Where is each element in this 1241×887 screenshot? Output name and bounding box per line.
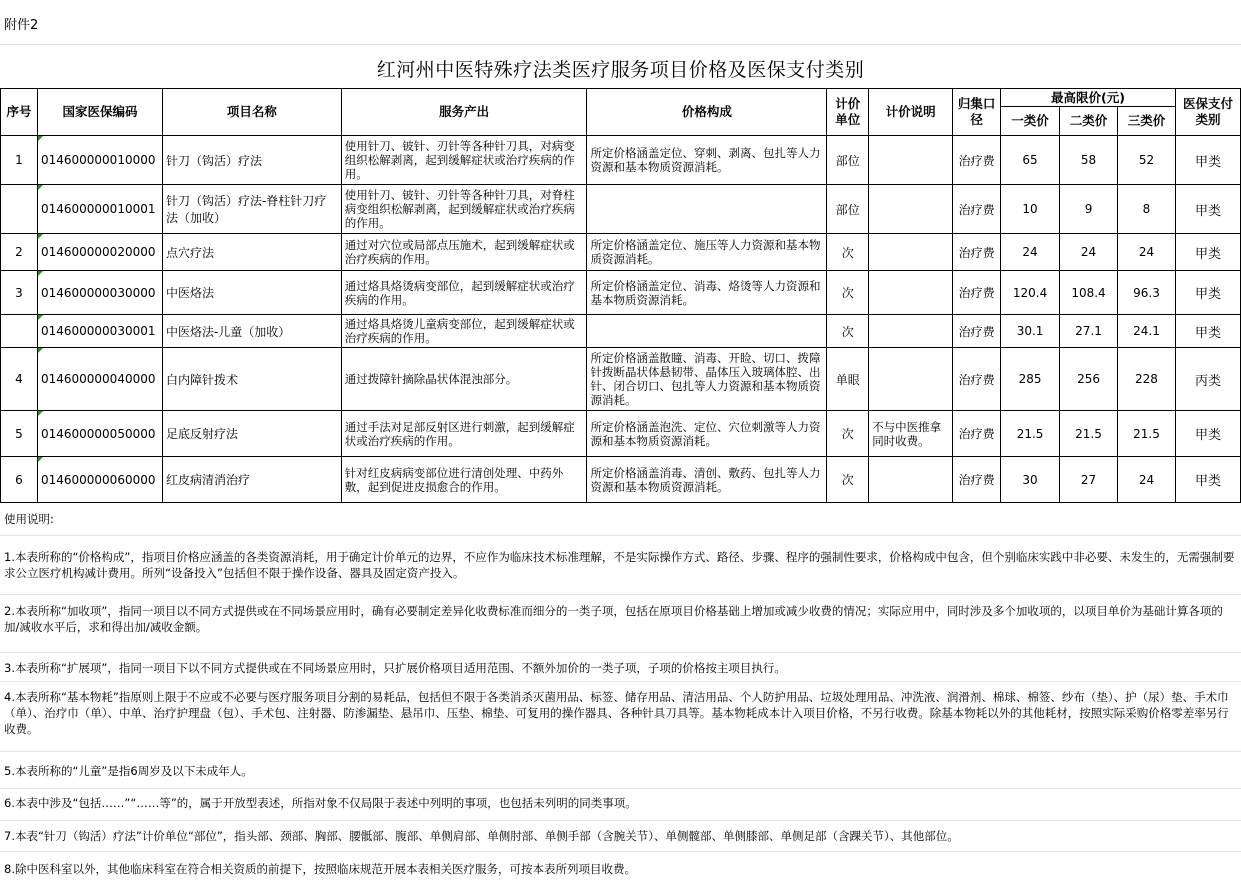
row-code: 014600000060000 [37, 457, 162, 503]
row-name: 足底反射疗法 [162, 411, 341, 457]
row-price-1: 21.5 [1001, 411, 1060, 457]
table-row [1, 315, 1241, 348]
row-composition: 所定价格涵盖泡洗、定位、穴位刺激等人力资源和基本物质资源消耗。 [587, 411, 827, 457]
row-unit: 单眼 [827, 348, 869, 411]
row-pricing-note [869, 315, 953, 348]
header-code: 国家医保编码 [37, 89, 162, 136]
row-name: 红皮病清消治疗 [162, 457, 341, 503]
row-pricing-note [869, 457, 953, 503]
note-item: 2.本表所称“加收项”，指同一项目以不同方式提供或在不同场景应用时，确有必要制定差异化收费标准而细分的一类子项，包括在原项目价格基础上增加或减少收费的情况；实际应用中，同时涉及多个加收项的，以项目单价为基础计算各项的加/减收水平后，求和得出加/减收金额。 [4, 604, 1223, 634]
row-price-1: 30 [1001, 457, 1060, 503]
row-price-2: 21.5 [1060, 411, 1118, 457]
row-name: 中医烙法-儿童（加收） [162, 315, 341, 348]
divider [0, 751, 1241, 752]
row-name: 针刀（钩活）疗法 [162, 136, 341, 185]
note-item: 4.本表所称“基本物耗”指原则上限于不应或不必要与医疗服务项目分割的易耗品，包括但不限于各类消杀灭菌用品、标签、储存用品、清洁用品、个人防护用品、垃圾处理用品、冲洗液、润滑剂、棉球、棉签、纱布（垫）、护（尿）垫、手术巾（单）、治疗巾（单）、中单、治疗护理盘（包）、手术包、注射器、防渗漏垫、悬吊巾、压垫、棉垫、可复用的操作器具、各种针具刀具等。基本物耗成本计入项目价格，不另行收费。除基本物耗以外的其他耗材，按照实际采购价格零差率另行收费。 [4, 690, 1229, 736]
row-insurance: 甲类 [1175, 271, 1240, 315]
header-insurance: 医保支付类别 [1175, 89, 1240, 136]
row-output: 使用针刀、铍针、刃针等各种针刀具，对病变组织松解剥离，起到缓解症状或治疗疾病的作用。 [341, 136, 587, 185]
row-code: 014600000020000 [37, 234, 162, 271]
row-composition: 所定价格涵盖定位、施压等人力资源和基本物质资源消耗。 [587, 234, 827, 271]
row-composition: 所定价格涵盖定位、穿刺、剥离、包扎等人力资源和基本物质资源消耗。 [587, 136, 827, 185]
row-pricing-note: 不与中医推拿同时收费。 [869, 411, 953, 457]
row-code: 014600000050000 [37, 411, 162, 457]
header-name: 项目名称 [162, 89, 341, 136]
row-unit: 次 [827, 271, 869, 315]
row-price-1: 285 [1001, 348, 1060, 411]
row-price-3: 8 [1118, 185, 1176, 234]
row-unit: 次 [827, 234, 869, 271]
row-unit: 部位 [827, 136, 869, 185]
row-code: 014600000010000 [37, 136, 162, 185]
row-price-3: 96.3 [1118, 271, 1176, 315]
row-insurance: 丙类 [1175, 348, 1240, 411]
row-no: 3 [1, 271, 38, 315]
row-insurance: 甲类 [1175, 185, 1240, 234]
row-output: 通过手法对足部反射区进行刺激，起到缓解症状或治疗疾病的作用。 [341, 411, 587, 457]
row-insurance: 甲类 [1175, 136, 1240, 185]
row-no [1, 185, 38, 234]
row-code: 014600000040000 [37, 348, 162, 411]
price-table [0, 88, 1241, 503]
row-category: 治疗费 [953, 271, 1001, 315]
row-unit: 次 [827, 457, 869, 503]
row-category: 治疗费 [953, 136, 1001, 185]
row-composition [587, 315, 827, 348]
row-no: 6 [1, 457, 38, 503]
row-price-3: 52 [1118, 136, 1176, 185]
row-composition: 所定价格涵盖定位、消毒、烙烫等人力资源和基本物质资源消耗。 [587, 271, 827, 315]
row-insurance: 甲类 [1175, 411, 1240, 457]
row-price-3: 24 [1118, 457, 1176, 503]
divider [0, 681, 1241, 682]
row-price-1: 120.4 [1001, 271, 1060, 315]
row-price-2: 256 [1060, 348, 1118, 411]
table-row [1, 234, 1241, 271]
header-price-1: 一类价 [1001, 107, 1060, 136]
attachment-label: 附件2 [4, 18, 39, 33]
divider [0, 788, 1241, 789]
header-price-2: 二类价 [1060, 107, 1118, 136]
header-unit: 计价单位 [827, 89, 869, 136]
note-item: 8.除中医科室以外，其他临床科室在符合相关资质的前提下，按照临床规范开展本表相关医疗服务，可按本表所列项目收费。 [4, 862, 636, 876]
row-insurance: 甲类 [1175, 457, 1240, 503]
row-output: 通过烙具烙烫病变部位，起到缓解症状或治疗疾病的作用。 [341, 271, 587, 315]
note-item: 3.本表所称“扩展项”，指同一项目下以不同方式提供或在不同场景应用时，只扩展价格项目适用范围、不额外加价的一类子项，子项的价格按主项目执行。 [4, 661, 786, 675]
row-price-2: 24 [1060, 234, 1118, 271]
row-price-2: 58 [1060, 136, 1118, 185]
header-row-1 [1, 89, 1241, 107]
row-no: 5 [1, 411, 38, 457]
row-code: 014600000030001 [37, 315, 162, 348]
row-pricing-note [869, 234, 953, 271]
row-category: 治疗费 [953, 348, 1001, 411]
row-price-2: 108.4 [1060, 271, 1118, 315]
row-category: 治疗费 [953, 411, 1001, 457]
row-output: 通过对穴位或局部点压施术，起到缓解症状或治疗疾病的作用。 [341, 234, 587, 271]
row-category: 治疗费 [953, 234, 1001, 271]
notes-heading: 使用说明: [4, 512, 54, 526]
header-category: 归集口径 [953, 89, 1001, 136]
table-row [1, 271, 1241, 315]
note-item: 1.本表所称的“价格构成”，指项目价格应涵盖的各类资源消耗，用于确定计价单元的边界，不应作为临床技术标准理解，不是实际操作方式、路径、步骤、程序的强制性要求，价格构成中包含，但个别临床实践中非必要、未发生的，无需强制要求公立医疗机构减计费用。所列“设备投入”包括但不限于操作设备、器具及固定资产投入。 [4, 550, 1235, 580]
row-no: 2 [1, 234, 38, 271]
row-price-2: 27.1 [1060, 315, 1118, 348]
table-row [1, 185, 1241, 234]
header-no: 序号 [1, 89, 38, 136]
row-category: 治疗费 [953, 315, 1001, 348]
header-price-3: 三类价 [1118, 107, 1176, 136]
divider [0, 652, 1241, 653]
row-price-1: 30.1 [1001, 315, 1060, 348]
row-name: 中医烙法 [162, 271, 341, 315]
row-category: 治疗费 [953, 457, 1001, 503]
row-price-3: 21.5 [1118, 411, 1176, 457]
row-insurance: 甲类 [1175, 315, 1240, 348]
row-output: 使用针刀、铍针、刃针等各种针刀具，对脊柱病变组织松解剥离，起到缓解症状或治疗疾病的作用。 [341, 185, 587, 234]
table-row [1, 411, 1241, 457]
row-price-2: 27 [1060, 457, 1118, 503]
row-price-3: 24 [1118, 234, 1176, 271]
note-item: 5.本表所称的“儿童”是指6周岁及以下未成年人。 [4, 764, 253, 778]
row-price-3: 24.1 [1118, 315, 1176, 348]
row-code: 014600000030000 [37, 271, 162, 315]
row-price-2: 9 [1060, 185, 1118, 234]
row-insurance: 甲类 [1175, 234, 1240, 271]
row-price-1: 24 [1001, 234, 1060, 271]
row-unit: 次 [827, 411, 869, 457]
divider [0, 535, 1241, 536]
row-pricing-note [869, 185, 953, 234]
row-code: 014600000010001 [37, 185, 162, 234]
row-price-1: 10 [1001, 185, 1060, 234]
row-price-1: 65 [1001, 136, 1060, 185]
row-no [1, 315, 38, 348]
row-unit: 次 [827, 315, 869, 348]
row-no: 4 [1, 348, 38, 411]
note-item: 7.本表“针刀（钩活）疗法”计价单位“部位”，指头部、颈部、胸部、腰骶部、腹部、单侧肩部、单侧肘部、单侧手部（含腕关节）、单侧髋部、单侧膝部、单侧足部（含踝关节）、其他部位。 [4, 829, 959, 843]
row-composition [587, 185, 827, 234]
row-name: 点穴疗法 [162, 234, 341, 271]
page-title: 红河州中医特殊疗法类医疗服务项目价格及医保支付类别 [376, 59, 865, 81]
row-name: 针刀（钩活）疗法-脊柱针刀疗法（加收） [162, 185, 341, 234]
divider [0, 594, 1241, 595]
row-name: 白内障针拨术 [162, 348, 341, 411]
note-item: 6.本表中涉及“包括……”“……等”的，属于开放型表述，所指对象不仅局限于表述中列明的事项，也包括未列明的同类事项。 [4, 796, 637, 810]
header-output: 服务产出 [341, 89, 587, 136]
title-row [0, 44, 1241, 89]
table-row [1, 348, 1241, 411]
row-output: 通过烙具烙烫儿童病变部位，起到缓解症状或治疗疾病的作用。 [341, 315, 587, 348]
divider [0, 851, 1241, 852]
row-price-3: 228 [1118, 348, 1176, 411]
row-unit: 部位 [827, 185, 869, 234]
row-no: 1 [1, 136, 38, 185]
row-output: 通过拨障针摘除晶状体混浊部分。 [341, 348, 587, 411]
row-composition: 所定价格涵盖散瞳、消毒、开睑、切口、拨障针拨断晶状体悬韧带、晶体压入玻璃体腔、出针、闭合切口、包扎等人力资源和基本物质资源消耗。 [587, 348, 827, 411]
row-pricing-note [869, 348, 953, 411]
row-pricing-note [869, 136, 953, 185]
header-pricing-note: 计价说明 [869, 89, 953, 136]
row-composition: 所定价格涵盖消毒、清创、敷药、包扎等人力资源和基本物质资源消耗。 [587, 457, 827, 503]
table-row [1, 457, 1241, 503]
header-max-price: 最高限价(元) [1001, 89, 1176, 107]
divider [0, 820, 1241, 821]
row-output: 针对红皮病病变部位进行清创处理、中药外敷，起到促进皮损愈合的作用。 [341, 457, 587, 503]
row-pricing-note [869, 271, 953, 315]
table-row [1, 136, 1241, 185]
row-category: 治疗费 [953, 185, 1001, 234]
header-composition: 价格构成 [587, 89, 827, 136]
